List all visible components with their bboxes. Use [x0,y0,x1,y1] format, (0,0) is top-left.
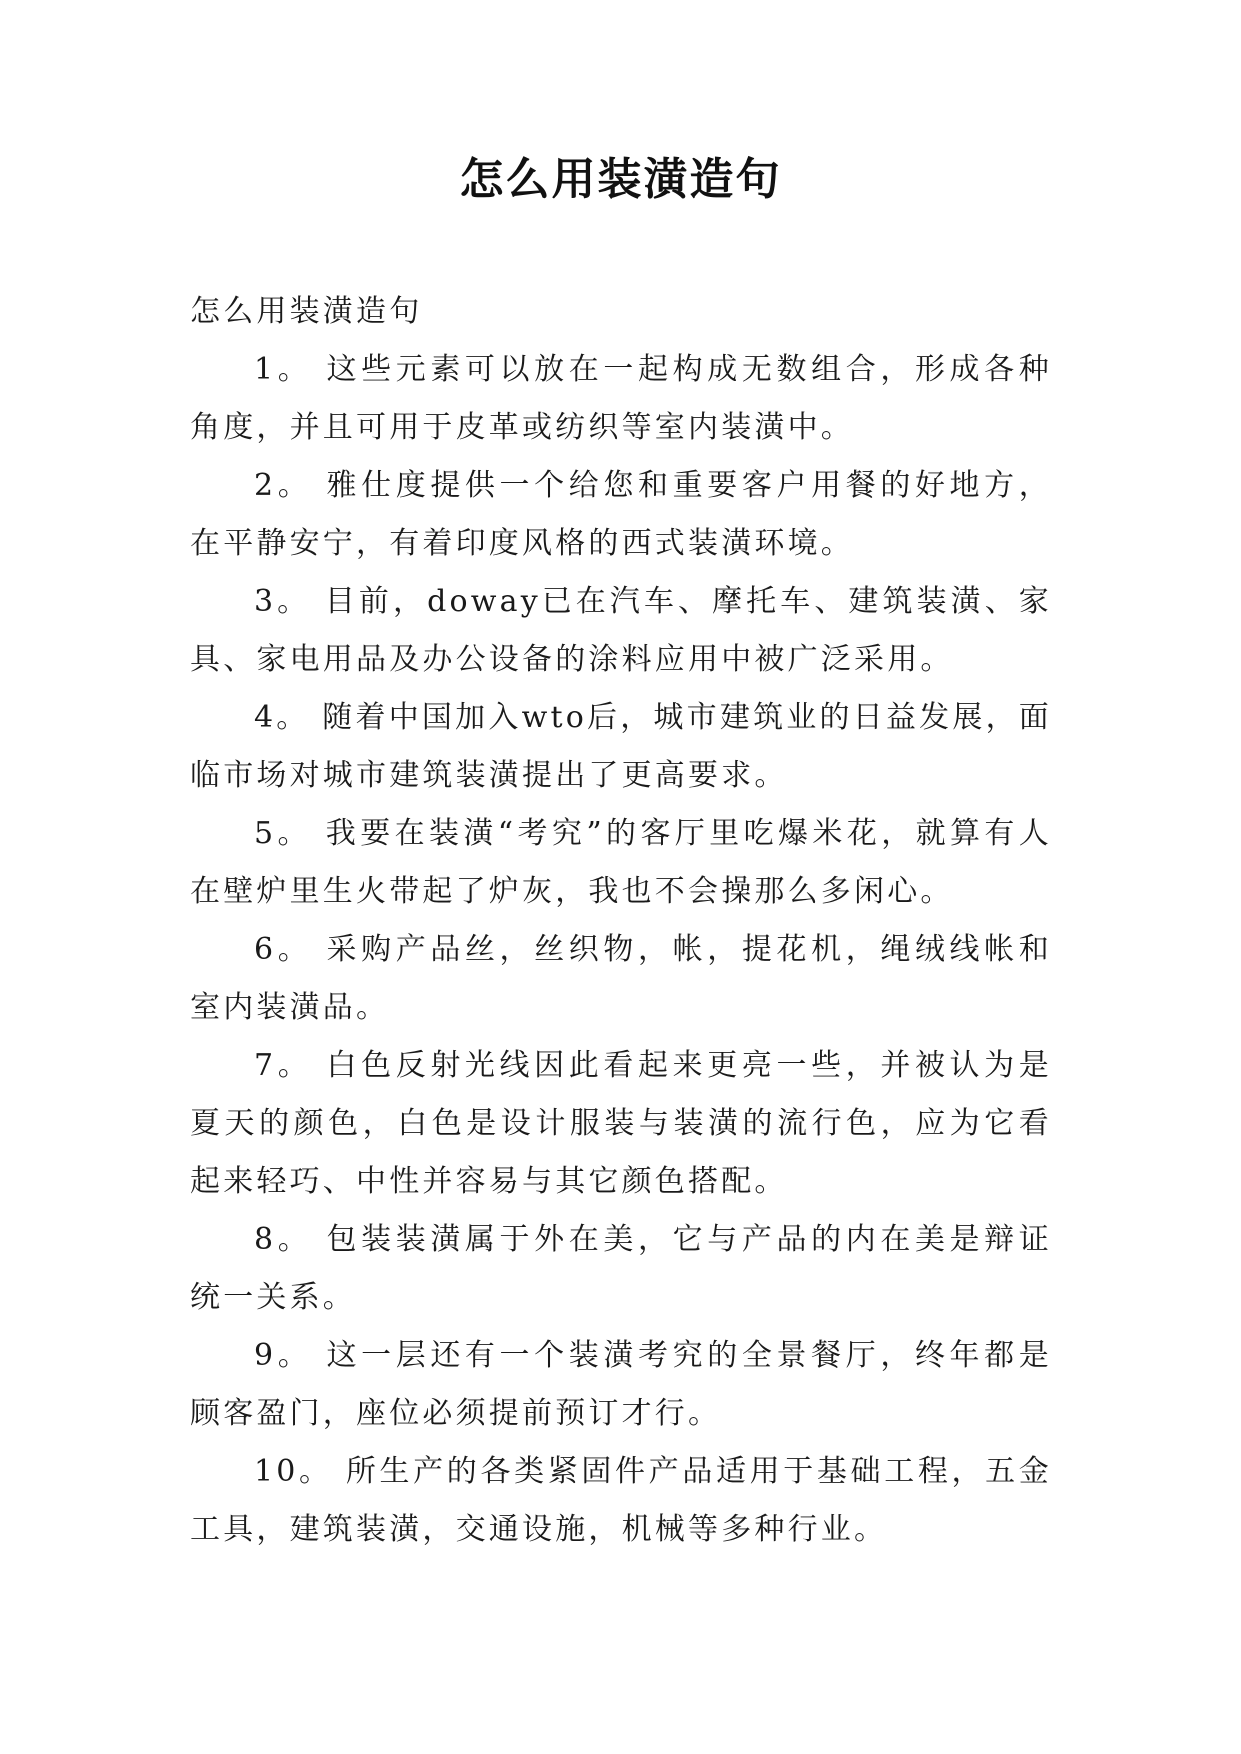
document-body [190,283,1052,1559]
sentence-item-7: 7。 白色反射光线因此看起来更亮一些，并被认为是夏天的颜色，白色是设计服装与装潢的流行色，应为它看起来轻巧、中性并容易与其它颜色搭配。 [190,1048,1052,1199]
sentence-item-8: 8。 包装装潢属于外在美，它与产品的内在美是辩证统一关系。 [190,1222,1052,1315]
sentence-item-5: 5。 我要在装潢“考究”的客厅里吃爆米花，就算有人在壁炉里生火带起了炉灰，我也不会操那么多闲心。 [190,816,1052,909]
document-subtitle: 怎么用装潢造句 [190,294,423,329]
document-title: 怎么用装潢造句 [459,154,782,205]
sentence-item-4: 4。 随着中国加入wto后，城市建筑业的日益发展，面临市场对城市建筑装潢提出了更高要求。 [190,700,1052,793]
sentence-item-6: 6。 采购产品丝，丝织物，帐，提花机，绳绒线帐和室内装潢品。 [190,932,1052,1025]
sentence-item-3: 3。 目前，doway已在汽车、摩托车、建筑装潢、家具、家电用品及办公设备的涂料应用中被广泛采用。 [190,584,1052,677]
sentence-item-1: 1。 这些元素可以放在一起构成无数组合，形成各种角度，并且可用于皮革或纺织等室内装潢中。 [190,352,1052,445]
sentence-item-9: 9。 这一层还有一个装潢考究的全景餐厅，终年都是顾客盈门，座位必须提前预订才行。 [190,1338,1052,1431]
sentence-item-2: 2。 雅仕度提供一个给您和重要客户用餐的好地方，在平静安宁，有着印度风格的西式装潢环境。 [190,468,1052,561]
sentence-item-10: 10。 所生产的各类紧固件产品适用于基础工程，五金工具，建筑装潢，交通设施，机械等多种行业。 [190,1454,1052,1547]
